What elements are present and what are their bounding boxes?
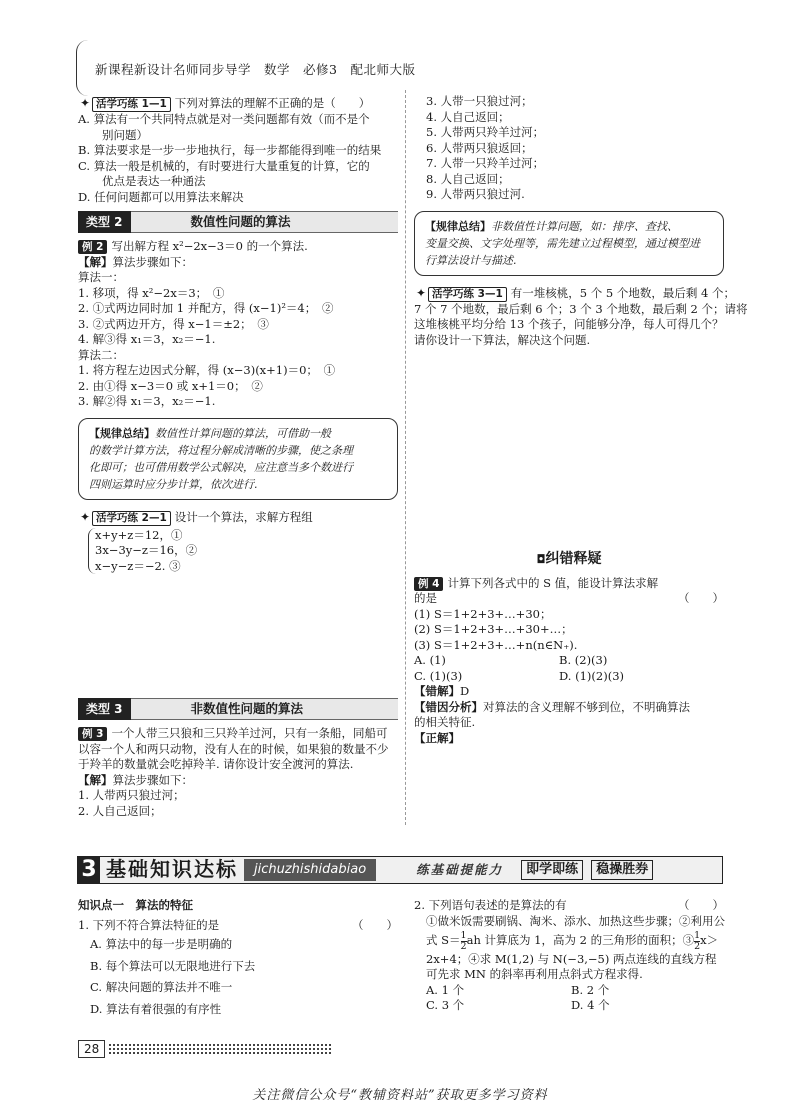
- section-title: 基础知识达标: [106, 857, 238, 882]
- example-4: 例 4 计算下列各式中的 S 值，能设计算法求解 的是 （ ） (1) S＝1+2+3+…+30； (2) S＝1+2+3+…+30+…； (3) S＝1+2+3+…+n(n∈N₊). A. (1) B. (2)(3) C. (1)(3) D. (1)(2)(3) 【错解】D 【错因分析】对算法的含义理解不够到位，不明确算法 的相关特征. 【正解】: [414, 575, 724, 745]
- step: 5. 人带两只羚羊过河；: [426, 125, 545, 139]
- exercise-3-1: ✦ 活学巧练 3—1 有一堆核桃，5 个 5 个地数，最后剩 4 个； 7 个 7 个地数，最后剩 6 个；3 个 3 个地数，最后剩 2 个；请将 这堆核桃平均分给 13 个孩子，问能够分净，每人可得几个？ 请你设计一下算法，解决这个问题.: [414, 285, 748, 347]
- left-column: [78, 96, 398, 574]
- step: 3. 人带一只狼过河；: [426, 94, 533, 108]
- bottom-note: 关注微信公众号“教辅资料站”获取更多学习资料: [252, 1088, 548, 1103]
- q1-option-c: C. 解决问题的算法并不唯一: [90, 980, 233, 994]
- section-banner: [77, 856, 723, 884]
- option-a: A. 算法有一个共同特点就是对一类问题都有效（而不是个: [78, 112, 370, 126]
- question-1-stem: 1. 下列不符合算法特征的是 （ ）: [78, 917, 398, 932]
- type-title: 数值性问题的算法: [190, 214, 291, 230]
- example-3: 例 3 一个人带三只狼和三只羚羊过河，只有一条船，同船可 以容一个人和两只动物，没有人在的时候，如果狼的数量不少 于羚羊的数量就会吃掉羚羊. 请你设计安全渡河的算法. 【解】算法步骤如下： 1. 人带两只狼过河； 2. 人自己返回；: [78, 726, 389, 818]
- equation-system: x+y+z＝12，① 3x−3y−z＝16，② x−y−z＝−2. ③: [88, 528, 398, 575]
- section-number: 3: [78, 857, 100, 883]
- type-3-bar: [78, 698, 398, 720]
- header-brace: [76, 40, 90, 96]
- rule-summary-box: 【规律总结】非数值性计算问题，如：排序、查找、 变量交换、文字处理等，需先建立过程模型，通过模型进 行算法设计与描述.: [414, 211, 724, 276]
- step: 9. 人带两只狼过河.: [426, 187, 525, 201]
- q1-option-b: B. 每个算法可以无限地进行下去: [90, 958, 256, 973]
- step: 4. 人自己返回；: [426, 109, 510, 124]
- step: 7. 人带一只羚羊过河；: [426, 156, 545, 170]
- question-2: 2. 下列语句表述的是算法的有 （ ） ①做米饭需要刷锅、淘米、添水、加热这些步骤；②利用公 式 S＝ $\frac{1}{2}$ ah 计算底为 1，高为 2 的三角形的面积；③ $\frac{1}{2}$ x＞ 2x+4；④求 M(1,2) 与 N(−3,−5) 两点连线的直线方程 可先求 MN 的斜率再利用点斜式方程求得. A. 1 个 B. 2 个 C. 3 个 D. 4 个: [414, 898, 725, 1012]
- option-b: B. 算法要求是一步一步地执行，每一步都能得到唯一的结果: [78, 143, 382, 157]
- left-column-lower: [78, 698, 398, 819]
- type-title: 非数值性问题的算法: [190, 701, 304, 717]
- star-icon: ✦: [79, 509, 91, 524]
- banner-box-2: 稳操胜券: [591, 860, 653, 880]
- type-2-bar: [78, 211, 398, 233]
- step: 8. 人自己返回；: [426, 171, 510, 186]
- dotted-decoration: [108, 1043, 333, 1055]
- option-c-cont: 优点是表达一种通法: [102, 174, 206, 188]
- type-label: 类型 3: [78, 698, 131, 720]
- step: 6. 人带两只狼返回；: [426, 140, 533, 155]
- banner-box-1: 即学即练: [521, 860, 583, 880]
- column-divider: [405, 90, 406, 825]
- type-label: 类型 2: [78, 211, 131, 233]
- fraction: $\frac{1}{2}$: [694, 929, 701, 952]
- q1-option-d: D. 算法有着很强的有序性: [90, 1001, 222, 1016]
- star-icon: ✦: [415, 285, 427, 300]
- star-icon: ✦: [79, 96, 91, 110]
- option-d: D. 任何问题都可以用算法来解决: [78, 189, 244, 204]
- ferry-steps: [414, 94, 724, 203]
- example-2: 例 2 写出解方程 x²−2x−3＝0 的一个算法. 【解】算法步骤如下： 算法一： 1. 移项，得 x²−2x＝3； ① 2. ①式两边同时加 1 并配方，得 (x−1)²＝4； ② 3. ②式两边开方，得 x−1＝±2； ③ 4. 解③得 x₁＝3，x₂＝−1. 算法二： 1. 将方程左边因式分解，得 (x−3)(x+1)＝0； ① 2. 由①得 x−3＝0 或 x+1＝0； ② 3. 解②得 x₁＝3，x₂＝−1.: [78, 239, 336, 408]
- exercise-tag: 活学巧练 1—1: [92, 97, 171, 112]
- exercise-1-1-stem: ✦ 活学巧练 1—1 下列对算法的理解不正确的是（ ）: [79, 96, 371, 110]
- page-number: 28: [78, 1040, 105, 1058]
- fraction: $\frac{1}{2}$: [460, 929, 467, 952]
- correction-icon: ◘: [536, 552, 546, 566]
- right-column-lower: [414, 552, 724, 746]
- section-slogan: 练基础提能力: [416, 862, 504, 878]
- option-c: C. 算法一般是机械的，有时要进行大量重复的计算，它的: [78, 158, 370, 173]
- right-column: [414, 94, 748, 348]
- q1-option-a: A. 算法中的每一步是明确的: [90, 937, 233, 951]
- section-pinyin: jichuzhishidabiao: [244, 859, 376, 881]
- option-a-cont: 别问题）: [102, 127, 148, 142]
- correction-title: ◘纠错释疑: [536, 551, 602, 567]
- knowledge-section: [78, 898, 398, 1017]
- page-header: 新课程新设计名师同步导学 数学 必修3 配北师大版: [95, 62, 416, 77]
- example-tag: 例 2: [78, 240, 107, 254]
- exercise-2-1: ✦ 活学巧练 2—1 设计一个算法，求解方程组 x+y+z＝12，① 3x−3y−z＝16，② x−y−z＝−2. ③: [78, 510, 398, 575]
- rule-summary-box: 【规律总结】数值性计算问题的算法，可借助一般 的数学计算方法，将过程分解成清晰的步骤，使之条理 化即可；也可借用数学公式解决，应注意当多个数进行 四则运算时应分步计算，依次进行.: [78, 418, 398, 500]
- q2-formula-line: 式 S＝ $\frac{1}{2}$ ah 计算底为 1，高为 2 的三角形的面积；③ $\frac{1}{2}$ x＞: [426, 929, 719, 952]
- knowledge-point-title: 知识点一 算法的特征: [78, 898, 193, 912]
- page-number-bar: [78, 1040, 258, 1058]
